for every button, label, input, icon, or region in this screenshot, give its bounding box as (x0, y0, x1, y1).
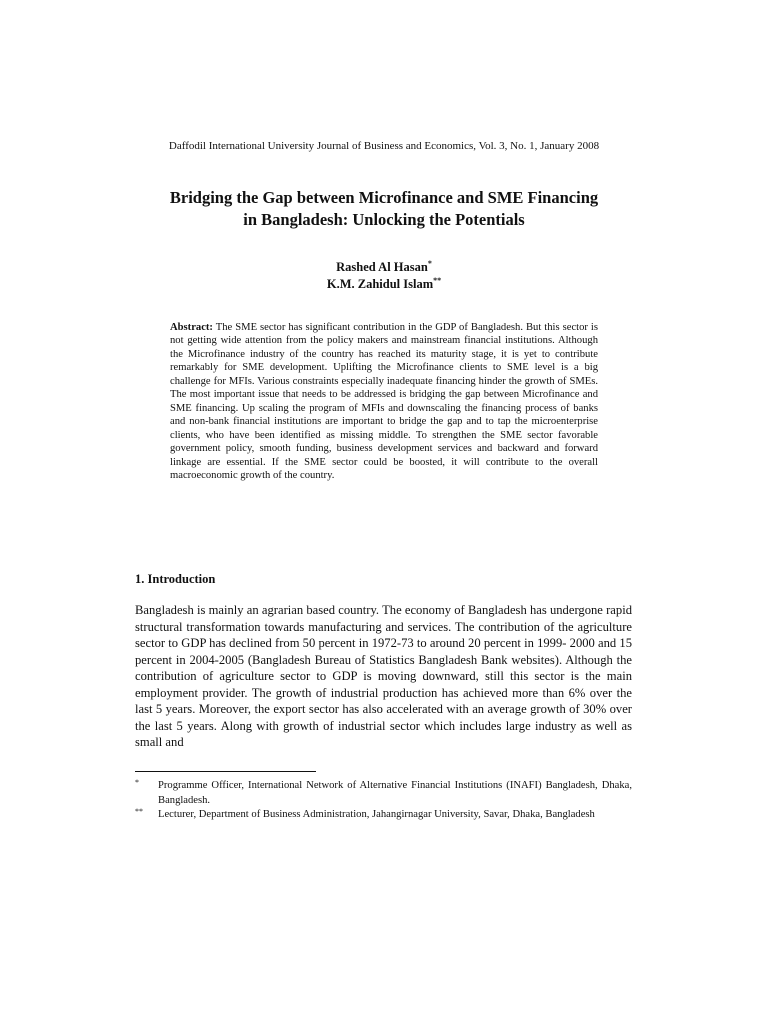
abstract (170, 321, 598, 482)
title-line-1: Bridging the Gap between Microfinance and SME Financing (169, 188, 599, 207)
footnote-text: Lecturer, Department of Business Administration, Jahangirnagar University, Savar, Dhaka, Bangladesh (158, 809, 595, 820)
footnote-marker: ** (433, 276, 442, 285)
author-2 (0, 276, 768, 293)
footnote-divider (135, 771, 316, 772)
author-list (0, 259, 768, 293)
section-heading: 1. Introduction (135, 572, 216, 586)
footnote-1 (135, 779, 632, 808)
footnote-mark: ** (135, 807, 143, 816)
paper-title (0, 187, 768, 231)
running-header: Daffodil International University Journal of Business and Economics, Vol. 3, No. 1, January 2008 (168, 140, 600, 152)
author-1 (0, 259, 768, 276)
abstract-label: Abstract: (170, 322, 213, 333)
footnote-mark: * (135, 778, 139, 787)
abstract-text: The SME sector has significant contribution in the GDP of Bangladesh. But this sector is not getting wide attention from the policy makers and mainstream financial institutions. Although the Microfinance industry of the country has reached its maturity stage, it is yet to contribute remarkably for SME development. Uplifting the Microfinance clients to SME level is a big challenge for MFIs. Various constraints especially inadequate financing hinder the growth of SMEs. The most important issue that needs to be addressed is bridging the gap between Microfinance and SME financing. Up scaling the program of MFIs and downscaling the financing process of banks and non-bank financial institutions are important to bridge the gap and to tap the microenterprise clients, who have been identified as missing middle. To strengthen the SME sector favorable government policy, smooth funding, business development services and backward and forward linkage are essential. If the SME sector could be boosted, it will contribute to the overall macroeconomic growth of the country. (170, 322, 598, 481)
author-name: K.M. Zahidul Islam (326, 277, 434, 291)
intro-paragraph: Bangladesh is mainly an agrarian based country. The economy of Bangladesh has undergone rapid structural transformation towards manufacturing and services. The contribution of the agriculture sector to GDP has declined from 50 percent in 1972-73 to around 20 percent in 1999- 2000 and 15 percent in 2004-2005 (Bangladesh Bureau of Statistics Bangladesh Bank websites). Although the contribution of agriculture sector to GDP is moving downward, still this sector is the main employment provider. The growth of industrial production has achieved more than 6% over the last 5 years. Moreover, the export sector has also accelerated with an average growth of 30% over the last 5 years. Along with growth of industrial sector which includes large industry as well as small and (135, 603, 632, 750)
footnote-marker: * (427, 259, 432, 268)
footnote-2 (135, 808, 632, 823)
author-name: Rashed Al Hasan (336, 260, 428, 274)
footnote-text: Programme Officer, International Network of Alternative Financial Institutions (INAFI) Bangladesh, Dhaka, Bangladesh. (158, 780, 632, 806)
title-line-2: in Bangladesh: Unlocking the Potentials (243, 210, 525, 229)
